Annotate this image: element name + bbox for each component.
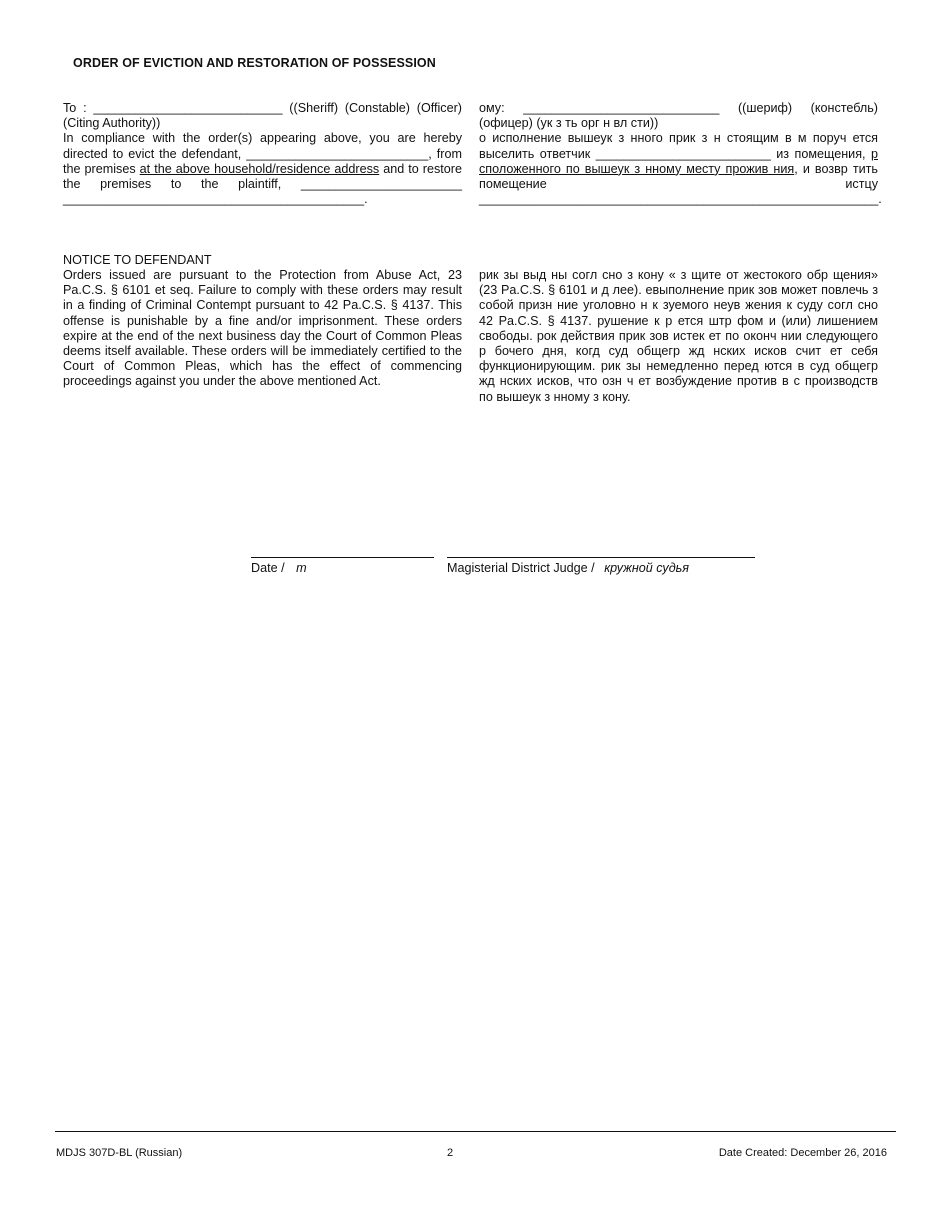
- order-address-ru: р сположенного по вышеук з нному месту прожив ния: [479, 146, 878, 176]
- judge-signature-line: [447, 557, 755, 558]
- order-to-line-ru: ому: ____________________________ ((шериф) (констебль) (офицер) (ук з ть орг н вл сти)): [479, 101, 878, 131]
- date-label: [251, 561, 307, 575]
- order-compliance-ru-b: , и возвр тить помещение истцу _________________________________________________________.: [479, 161, 882, 207]
- order-compliance-ru-a: о исполнение вышеук з нного прик з н стоящим в м поруч ется выселить ответчик _________________________ из помещения,: [479, 131, 878, 161]
- order-russian: [479, 101, 882, 207]
- footer-date-created: Date Created: December 26, 2016: [718, 1147, 887, 1159]
- order-compliance-en-a: In compliance with the order(s) appearing above, you are hereby directed to evict the defendant, __________________________, from the premises: [63, 131, 462, 176]
- order-compliance-en-b: and to restore the premises to the plaintiff, _______________________ ___________________________________________.: [63, 161, 462, 207]
- footer-divider: [55, 1131, 896, 1132]
- order-to-line-en: To : ___________________________ ((Sheriff) (Constable) (Officer) (Citing Authority)): [63, 101, 462, 131]
- order-english: [63, 101, 462, 207]
- notice-english: Orders issued are pursuant to the Protection from Abuse Act, 23 Pa.C.S. § 6101 et seq. Failure to comply with these orders may result in a finding of Criminal Contempt pursuant to 42 Pa.C.S. § 4137. This offense is punishable by a fine and/or imprisonment. These orders expire at the end of the next business day the Court of Common Pleas deems itself available. These orders will be immediately certified to the Court of Common Pleas, which has the effect of commencing proceedings against you under the above mentioned Act.: [63, 268, 462, 389]
- date-label-ru: т: [296, 561, 307, 575]
- order-address-en: at the above household/residence address: [139, 161, 380, 176]
- date-label-en: Date /: [251, 561, 289, 575]
- date-signature-line: [251, 557, 434, 558]
- judge-label-ru: кружной судья: [604, 561, 690, 575]
- document-title: ORDER OF EVICTION AND RESTORATION OF POSSESSION: [73, 56, 436, 70]
- footer-page-number: 2: [447, 1147, 454, 1159]
- judge-label: [447, 561, 689, 575]
- notice-russian: рик зы выд ны согл сно з кону « з щите от жестокого обр щения» (23 Pa.C.S. § 6101 и д лее). евыполнение прик зов может повлечь з собой призн ние уголовно н к зуемого неув жения к суду согл сно 42 Pa.C.S. § 4137. рушение к р ется штр фом и (или) лишением свободы. рок действия прик зов истек ет по оконч нии следующего р бочего дня, когд суд общегр жд нских исков счит ет себя функционирующим. рик зы немедленно перед ются в суд общегр жд нских исков, что озн ч ет возбуждение против в с производств по вышеук з нному з кону.: [479, 268, 878, 404]
- notice-heading: NOTICE TO DEFENDANT: [63, 253, 212, 267]
- judge-label-en: Magisterial District Judge /: [447, 561, 599, 575]
- footer-form-id: MDJS 307D-BL (Russian): [56, 1147, 183, 1159]
